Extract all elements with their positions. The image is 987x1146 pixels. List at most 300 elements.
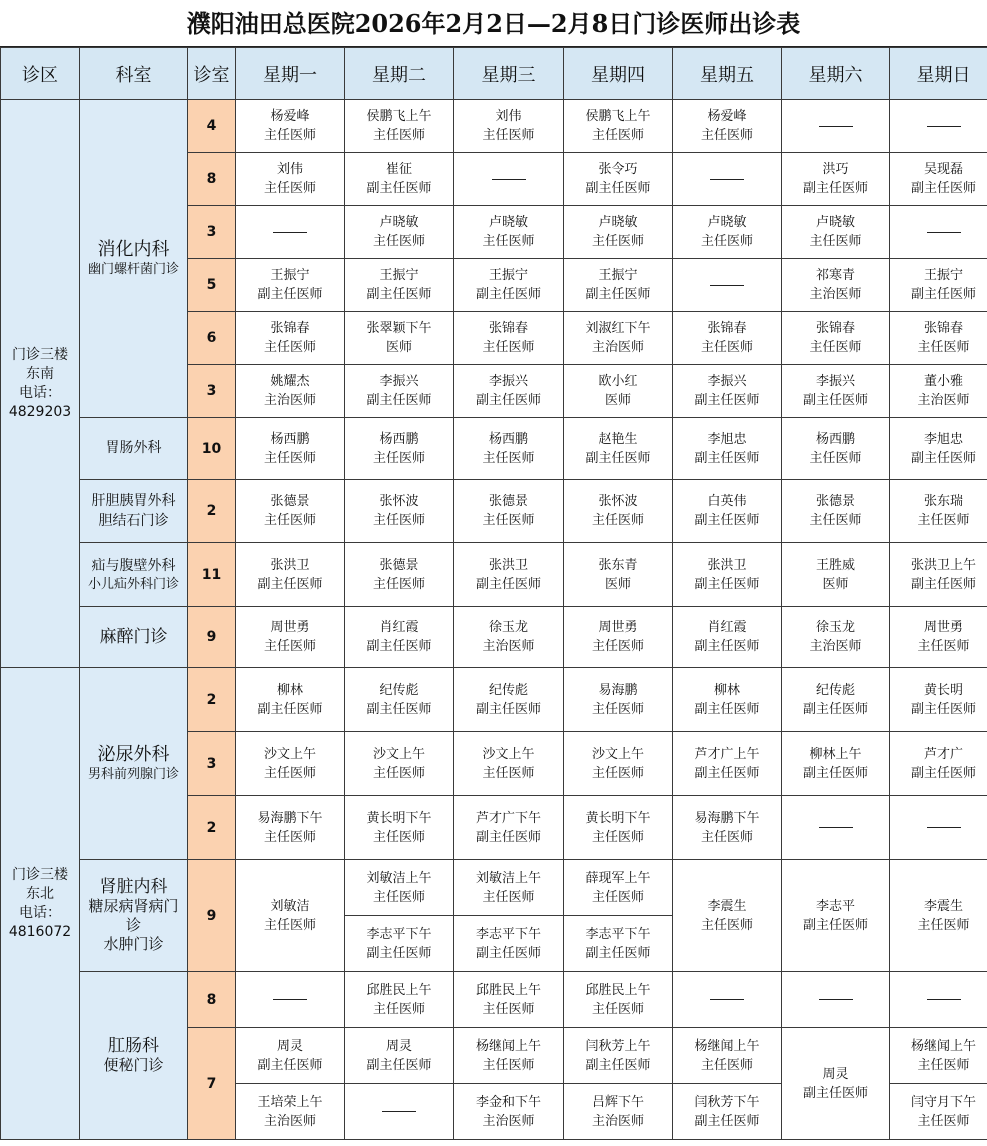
doctor-name: 张锦春 [488,321,528,336]
schedule-cell [564,668,673,732]
doctor-name: 邱胜民上午 [585,982,651,998]
doctor-name: 卢晓敏 [488,215,528,230]
dept-clinic: 胆结石门诊 [98,513,169,529]
doctor-title: 副主任医师 [475,829,541,845]
schedule-cell [782,668,890,732]
doctor-title: 副主任医师 [585,181,651,196]
doctor-title: 主任医师 [809,513,862,528]
doctor-name: 李振兴 [815,374,855,389]
doctor-name: 张德景 [488,494,528,509]
schedule-cell [236,732,345,796]
schedule-cell [454,206,564,259]
dept-clinic: 幽门螺杆菌门诊 [87,262,179,277]
schedule-cell [890,972,987,1028]
table-row [1,480,987,543]
doctor-name: 赵艳生 [598,431,638,447]
room-number: 5 [188,259,236,312]
table-row [1,607,987,668]
doctor-title: 主任医师 [591,765,644,781]
schedule-cell [345,480,454,543]
doctor-title: 副主任医师 [910,181,976,196]
header-mon: 星期一 [236,48,345,100]
doctor-title: 主任医师 [700,1057,753,1073]
doctor-name: 刘敏洁 [270,898,310,914]
doctor-title: 主任医师 [917,639,970,654]
doctor-title: 副主任医师 [694,393,760,408]
zone-2-phone-label: 电话： [19,904,61,921]
dept-gandan [80,480,188,543]
schedule-cell [890,860,987,972]
empty-slot-dash [273,232,307,233]
schedule-cell [345,312,454,365]
schedule-cell [454,732,564,796]
schedule-cell [782,972,890,1028]
doctor-name: 李振兴 [488,374,528,389]
doctor-name: 李振兴 [379,374,419,389]
schedule-cell [890,418,987,480]
doctor-title: 副主任医师 [585,945,651,961]
schedule-cell [454,259,564,312]
schedule-cell [236,972,345,1028]
schedule-cell [454,916,564,972]
doctor-title: 主任医师 [263,450,316,466]
doctor-name: 欧小红 [598,374,638,389]
schedule-cell [564,1028,673,1084]
doctor-name: 张德景 [379,557,419,573]
schedule-cell [890,153,987,206]
zone-1-direction: 东南 [26,365,54,382]
zone-2-direction: 东北 [26,885,54,902]
schedule-cell [890,206,987,259]
header-zone: 诊区 [1,48,80,100]
doctor-title: 副主任医师 [910,287,976,302]
doctor-title: 主治医师 [482,1113,535,1129]
schedule-cell [673,972,782,1028]
doctor-name: 崔征 [385,162,412,177]
doctor-name: 芦才广下午 [475,810,541,826]
empty-slot-dash [492,179,526,180]
zone-1 [1,100,80,668]
room-number: 8 [188,153,236,206]
doctor-name: 杨继闻上午 [694,1038,760,1054]
schedule-cell [345,916,454,972]
schedule-cell [673,1028,782,1084]
doctor-name: 柳林 [713,682,740,698]
doctor-title: 主治医师 [263,393,316,408]
room-number: 11 [188,543,236,607]
schedule-cell [345,732,454,796]
doctor-title: 主任医师 [482,1001,535,1017]
schedule-cell [236,312,345,365]
schedule-cell [345,418,454,480]
doctor-name: 张翠颖下午 [366,321,432,336]
doctor-title: 主任医师 [263,340,316,355]
schedule-cell [454,480,564,543]
doctor-title: 副主任医师 [475,945,541,961]
schedule-cell [454,1084,564,1140]
schedule-cell [564,418,673,480]
doctor-title: 医师 [822,576,849,592]
schedule-cell [564,916,673,972]
doctor-title: 副主任医师 [694,513,760,528]
schedule-cell [673,418,782,480]
doctor-name: 张洪卫 [270,557,310,573]
doctor-name: 祁寒青 [815,268,855,283]
doctor-name: 柳林上午 [809,746,862,762]
table-row [1,972,987,1028]
schedule-cell [890,480,987,543]
schedule-cell [890,1028,987,1084]
doctor-name: 王振宁 [598,268,638,283]
doctor-name: 张怀波 [379,494,419,509]
page-title: 濮阳油田总医院2026年2月2日—2月8日门诊医师出诊表 [0,0,987,47]
room-number: 2 [188,668,236,732]
schedule-cell [564,259,673,312]
doctor-name: 易海鹏下午 [694,810,760,826]
schedule-cell [345,543,454,607]
doctor-name: 卢晓敏 [815,215,855,230]
doctor-title: 主任医师 [700,234,753,249]
doctor-title: 主任医师 [372,450,425,466]
doctor-title: 主任医师 [591,701,644,717]
dept-clinic-2: 水肿门诊 [103,935,164,953]
schedule-cell [782,860,890,972]
schedule-table [0,47,987,1140]
schedule-cell [236,480,345,543]
doctor-title: 主任医师 [263,513,316,528]
doctor-title: 副主任医师 [475,287,541,302]
schedule-cell [782,796,890,860]
schedule-cell [236,206,345,259]
doctor-title: 主任医师 [809,450,862,466]
room-number: 2 [188,480,236,543]
schedule-cell [782,480,890,543]
room-number: 10 [188,418,236,480]
doctor-title: 副主任医师 [257,701,323,717]
doctor-title: 主任医师 [917,513,970,528]
schedule-cell [673,153,782,206]
schedule-cell [782,259,890,312]
doctor-name: 吴现磊 [923,162,963,177]
schedule-cell [564,480,673,543]
schedule-cell [236,796,345,860]
empty-slot-dash [710,179,744,180]
room-number: 4 [188,100,236,153]
schedule-cell [890,607,987,668]
room-number: 3 [188,732,236,796]
doctor-name: 邱胜民上午 [366,982,432,998]
schedule-cell [782,607,890,668]
doctor-name: 柳林 [276,682,303,698]
zone-2 [1,668,80,1140]
doctor-title: 医师 [604,393,631,408]
doctor-title: 副主任医师 [802,393,868,408]
doctor-title: 副主任医师 [802,701,868,717]
dept-name: 肛肠科 [108,1036,159,1056]
doctor-name: 易海鹏下午 [257,810,323,826]
header-fri: 星期五 [673,48,782,100]
doctor-name: 王振宁 [923,268,963,283]
schedule-cell [454,100,564,153]
dept-name: 肾脏内科 [99,877,168,897]
doctor-name: 刘淑红下午 [585,321,651,336]
schedule-cell [236,418,345,480]
schedule-cell [673,100,782,153]
doctor-name: 张怀波 [598,494,638,509]
schedule-cell [345,972,454,1028]
doctor-name: 张锦春 [923,321,963,336]
schedule-cell [782,543,890,607]
doctor-name: 李志平 [815,898,855,914]
dept-clinic: 男科前列腺门诊 [87,767,179,782]
header-tue: 星期二 [345,48,454,100]
doctor-title: 主任医师 [591,513,644,528]
doctor-name: 徐玉龙 [488,620,528,635]
doctor-title: 主任医师 [482,889,535,905]
schedule-cell [782,365,890,418]
schedule-cell [345,153,454,206]
doctor-title: 主治医师 [591,340,644,355]
doctor-title: 主治医师 [917,393,970,408]
doctor-title: 主任医师 [372,765,425,781]
schedule-cell [564,153,673,206]
header-sat: 星期六 [782,48,890,100]
doctor-name: 肖红霞 [379,620,419,635]
doctor-title: 主任医师 [372,1001,425,1017]
doctor-title: 主任医师 [263,917,316,933]
doctor-name: 张洪卫上午 [910,557,976,573]
schedule-cell [564,732,673,796]
doctor-name: 周世勇 [923,620,963,635]
doctor-name: 闫守月下午 [910,1094,976,1110]
schedule-cell [236,668,345,732]
doctor-title: 主任医师 [372,513,425,528]
dept-gangchang [80,972,188,1140]
dept-clinic-cont: 诊 [125,916,141,934]
doctor-name: 王振宁 [488,268,528,283]
doctor-name: 刘伟 [276,162,303,177]
doctor-name: 周灵 [385,1038,412,1054]
room-number: 3 [188,365,236,418]
schedule-cell [454,860,564,916]
schedule-cell [236,1084,345,1140]
doctor-name: 邱胜民上午 [475,982,541,998]
schedule-cell [345,100,454,153]
dept-name: 麻醉门诊 [99,627,168,647]
doctor-title: 主治医师 [263,1113,316,1129]
doctor-title: 副主任医师 [366,181,432,196]
doctor-name: 芦才广上午 [694,746,760,762]
schedule-cell [454,365,564,418]
dept-clinic: 小儿疝外科门诊 [87,577,179,592]
header-room: 诊室 [188,48,236,100]
doctor-title: 主任医师 [263,765,316,781]
doctor-title: 副主任医师 [910,450,976,466]
schedule-cell [890,732,987,796]
doctor-name: 侯鹏飞上午 [366,109,432,124]
schedule-cell [564,206,673,259]
doctor-name: 李志平下午 [475,926,541,942]
schedule-cell [345,1028,454,1084]
empty-slot-dash [927,232,961,233]
doctor-name: 黄长明 [923,682,963,698]
doctor-title: 副主任医师 [910,701,976,717]
zone-2-phone: 4816072 [8,923,72,940]
doctor-name: 白英伟 [707,494,747,509]
schedule-cell [890,1084,987,1140]
doctor-name: 洪巧 [822,162,849,177]
schedule-cell [890,365,987,418]
schedule-cell [673,259,782,312]
empty-slot-dash [382,1111,416,1112]
doctor-name: 李振兴 [707,374,747,389]
table-row [1,543,987,607]
empty-slot-dash [819,126,853,127]
doctor-name: 黄长明下午 [585,810,651,826]
doctor-name: 芦才广 [923,746,963,762]
doctor-name: 刘伟 [495,109,522,124]
doctor-title: 副主任医师 [694,576,760,592]
doctor-title: 副主任医师 [366,945,432,961]
schedule-cell [890,100,987,153]
doctor-title: 副主任医师 [802,765,868,781]
schedule-cell [454,153,564,206]
schedule-cell [345,259,454,312]
dept-name: 疝与腹壁外科 [91,558,176,574]
doctor-title: 主治医师 [809,287,862,302]
schedule-cell [236,543,345,607]
dept-xiaohua [80,100,188,418]
doctor-title: 主任医师 [482,1057,535,1073]
table-row [1,418,987,480]
doctor-name: 姚耀杰 [270,374,310,389]
doctor-title: 主任医师 [482,128,535,143]
doctor-title: 副主任医师 [694,639,760,654]
doctor-title: 副主任医师 [910,576,976,592]
schedule-cell [564,607,673,668]
doctor-title: 副主任医师 [257,576,323,592]
schedule-cell [454,418,564,480]
schedule-cell [454,607,564,668]
dept-clinic: 糖尿病肾病门 [88,897,179,915]
room-number: 8 [188,972,236,1028]
table-row [1,100,987,153]
schedule-cell [890,312,987,365]
doctor-name: 易海鹏 [598,682,638,698]
schedule-cell [564,860,673,916]
doctor-name: 张东青 [598,557,638,573]
empty-slot-dash [273,999,307,1000]
dept-clinic: 便秘门诊 [103,1056,164,1074]
doctor-name: 黄长明下午 [366,810,432,826]
doctor-title: 主任医师 [263,128,316,143]
doctor-title: 主任医师 [372,128,425,143]
doctor-name: 王胜威 [815,557,855,573]
doctor-title: 主任医师 [591,128,644,143]
doctor-title: 副主任医师 [694,1113,760,1129]
doctor-name: 张锦春 [270,321,310,336]
zone-1-phone: 4829203 [8,403,72,420]
doctor-name: 周灵 [276,1038,303,1054]
doctor-name: 吕辉下午 [591,1094,644,1110]
zone-2-floor: 门诊三楼 [12,866,68,883]
doctor-title: 主任医师 [700,829,753,845]
room-number: 9 [188,860,236,972]
doctor-name: 薛现军上午 [585,870,651,886]
dept-shenzang [80,860,188,972]
schedule-cell [236,365,345,418]
doctor-title: 主任医师 [917,340,970,355]
schedule-cell [236,1028,345,1084]
doctor-name: 周灵 [822,1066,849,1082]
doctor-name: 沙文上午 [372,746,425,762]
doctor-name: 张德景 [815,494,855,509]
room-number: 7 [188,1028,236,1140]
doctor-title: 主治医师 [809,639,862,654]
doctor-title: 主治医师 [482,639,535,654]
doctor-title: 副主任医师 [694,701,760,717]
schedule-cell [454,312,564,365]
dept-name: 消化内科 [97,239,170,260]
doctor-title: 副主任医师 [257,1057,323,1073]
doctor-name: 肖红霞 [707,620,747,635]
doctor-title: 主任医师 [482,340,535,355]
dept-name: 胃肠外科 [105,440,162,456]
doctor-title: 主任医师 [591,829,644,845]
dept-miniao [80,668,188,860]
schedule-cell [673,1084,782,1140]
empty-slot-dash [819,999,853,1000]
doctor-title: 主任医师 [917,1113,970,1129]
schedule-cell [236,100,345,153]
doctor-name: 杨爱峰 [270,109,310,124]
doctor-name: 张令巧 [598,162,638,177]
room-number: 9 [188,607,236,668]
doctor-title: 主任医师 [917,917,970,933]
doctor-title: 主任医师 [263,181,316,196]
doctor-title: 主任医师 [700,340,753,355]
doctor-title: 主任医师 [809,340,862,355]
schedule-cell [673,480,782,543]
schedule-cell [673,607,782,668]
schedule-cell [454,543,564,607]
doctor-name: 张东瑞 [923,494,963,509]
schedule-cell [782,1028,890,1140]
schedule-cell [345,860,454,916]
header-row [1,48,987,100]
schedule-cell [345,796,454,860]
doctor-title: 主任医师 [809,234,862,249]
header-dept: 科室 [80,48,188,100]
doctor-title: 副主任医师 [802,917,868,933]
doctor-name: 张洪卫 [488,557,528,573]
schedule-cell [673,543,782,607]
doctor-title: 副主任医师 [694,450,760,466]
doctor-title: 副主任医师 [585,287,651,302]
doctor-name: 纪传彪 [488,682,528,698]
doctor-name: 杨西鹏 [488,431,528,447]
doctor-name: 王振宁 [379,268,419,283]
doctor-name: 杨西鹏 [270,431,310,447]
schedule-cell [673,796,782,860]
empty-slot-dash [710,285,744,286]
doctor-name: 杨继闻上午 [475,1038,541,1054]
schedule-cell [890,796,987,860]
table-row [1,668,987,732]
doctor-name: 张洪卫 [707,557,747,573]
empty-slot-dash [819,827,853,828]
schedule-cell [673,732,782,796]
